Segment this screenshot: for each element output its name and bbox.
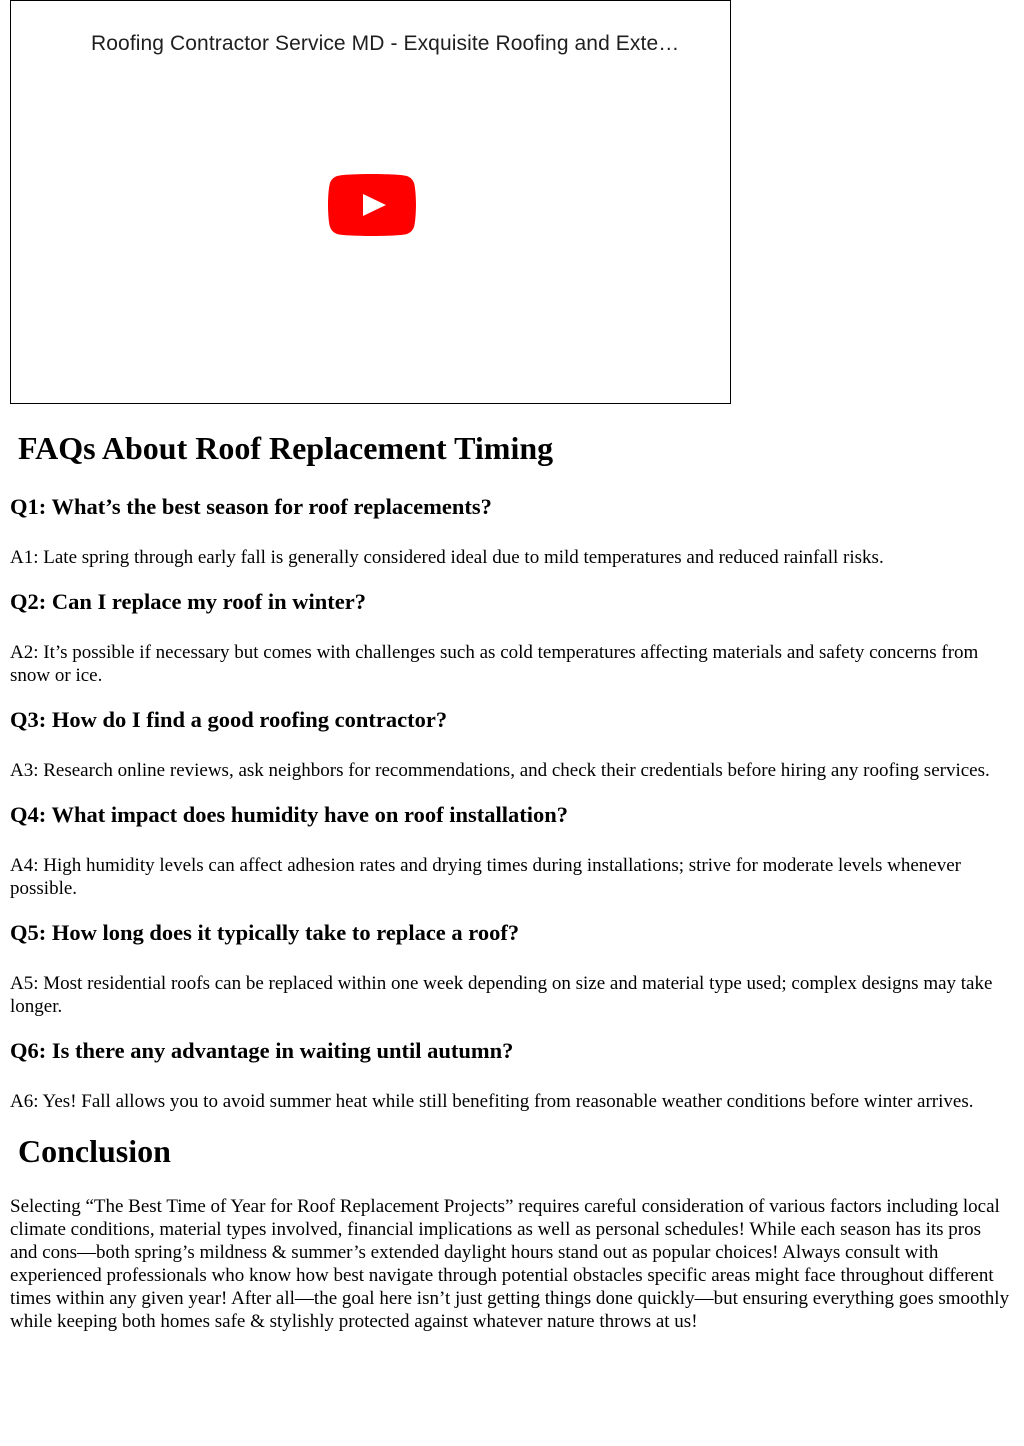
conclusion-heading: Conclusion [18, 1133, 171, 1169]
faq-answer: A4: High humidity levels can affect adhesion rates and drying times during installations; strive for moderate levels whenever possible. [10, 855, 961, 899]
faq-question: Q2: Can I replace my roof in winter? [10, 589, 367, 614]
faq-answer: A5: Most residential roofs can be replaced within one week depending on size and material type used; complex designs may take longer. [10, 973, 993, 1017]
faq-question: Q6: Is there any advantage in waiting until autumn? [10, 1038, 514, 1063]
video-embed[interactable] [10, 0, 731, 404]
faq-list [10, 492, 1010, 1113]
faq-question: Q4: What impact does humidity have on roof installation? [10, 802, 568, 827]
video-title[interactable]: Roofing Contractor Service MD - Exquisite Roofing and Exte… [91, 32, 680, 55]
faq-item [10, 705, 1010, 782]
faq-item [10, 587, 1010, 687]
faq-heading: FAQs About Roof Replacement Timing [18, 430, 554, 466]
faq-item [10, 1036, 1010, 1113]
faq-item [10, 918, 1010, 1018]
faq-answer: A3: Research online reviews, ask neighbors for recommendations, and check their credentials before hiring any roofing services. [10, 760, 990, 781]
faq-question: Q5: How long does it typically take to replace a roof? [10, 920, 520, 945]
faq-answer: A6: Yes! Fall allows you to avoid summer heat while still benefiting from reasonable weather conditions before winter arrives. [10, 1091, 974, 1112]
faq-item [10, 800, 1010, 900]
faq-question: Q3: How do I find a good roofing contractor? [10, 707, 448, 732]
faq-answer: A2: It’s possible if necessary but comes with challenges such as cold temperatures affecting materials and safety concerns from snow or ice. [10, 642, 979, 686]
youtube-play-icon[interactable] [328, 174, 416, 236]
conclusion-body: Selecting “The Best Time of Year for Roof Replacement Projects” requires careful consideration of various factors including local climate conditions, material types involved, financial implications as well as personal schedules! While each season has its pros and cons—both spring’s mildness & summer’s extended daylight hours stand out as popular choices! Always consult with experienced professionals who know how best navigate through potential obstacles specific areas might face throughout different times within any given year! After all—the goal here isn’t just getting things done quickly—but ensuring everything goes smoothly while keeping both homes safe & stylishly protected against whatever nature throws at us! [10, 1196, 1010, 1332]
faq-question: Q1: What’s the best season for roof replacements? [10, 494, 492, 519]
article-content [10, 428, 1010, 1351]
faq-answer: A1: Late spring through early fall is generally considered ideal due to mild temperatures and reduced rainfall risks. [10, 547, 884, 568]
faq-item [10, 492, 1010, 569]
